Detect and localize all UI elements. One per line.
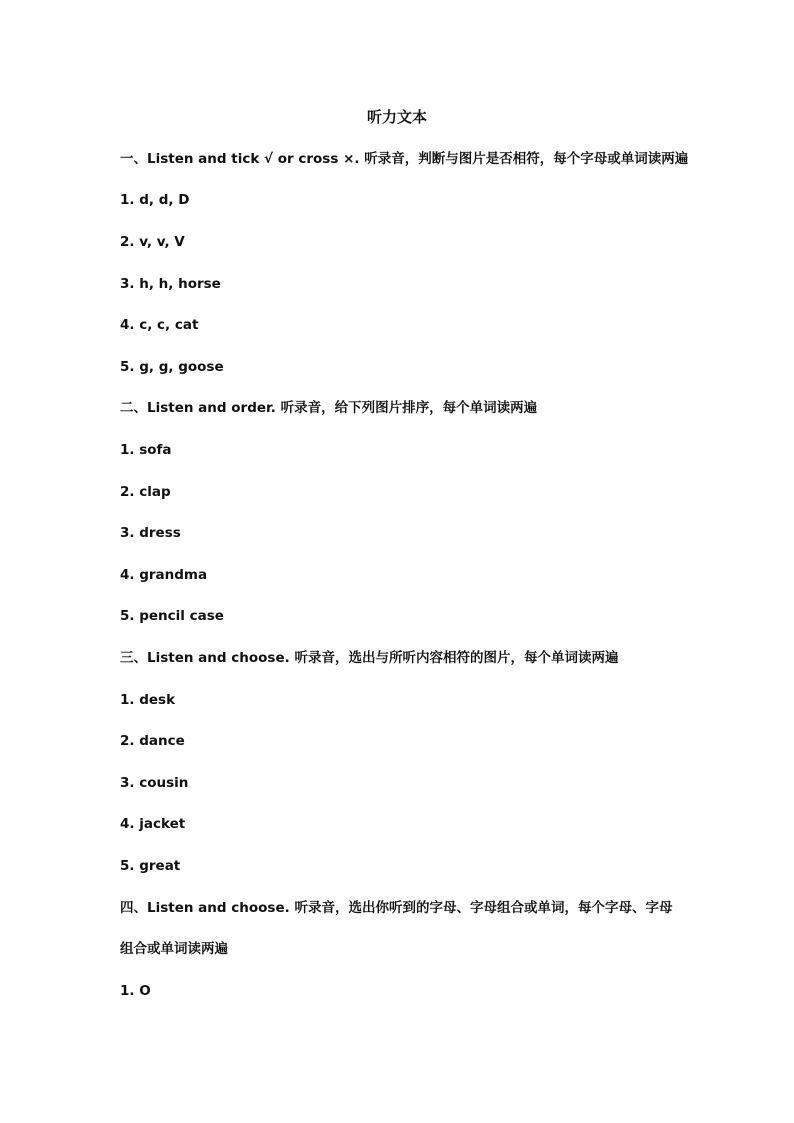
- section-2-item-3: 3. dress: [120, 525, 181, 541]
- section-3-item-4: 4. jacket: [120, 816, 186, 832]
- section-3-heading: 三、Listen and choose. 听录音，选出与所听内容相符的图片，每个单词读两遍: [120, 650, 619, 666]
- section-3-item-2: 2. dance: [120, 733, 185, 749]
- section-1-heading: 一、Listen and tick √ or cross ×. 听录音，判断与图片是否相符，每个字母或单词读两遍: [120, 151, 689, 167]
- section-2-item-5: 5. pencil case: [120, 608, 224, 624]
- page-title: 听力文本: [366, 108, 427, 126]
- section-2-item-1: 1. sofa: [120, 442, 172, 458]
- section-1-item-1: 1. d, d, D: [120, 192, 190, 208]
- section-3-item-3: 3. cousin: [120, 775, 189, 791]
- section-4-heading-line-2: 组合或单词读两遍: [120, 941, 228, 957]
- section-1-item-4: 4. c, c, cat: [120, 317, 199, 333]
- section-1-item-5: 5. g, g, goose: [120, 359, 224, 375]
- section-4-heading-line-1: 四、Listen and choose. 听录音，选出你听到的字母、字母组合或单词，每个字母、字母: [120, 900, 673, 916]
- section-2-item-4: 4. grandma: [120, 567, 208, 583]
- section-1-item-3: 3. h, h, horse: [120, 276, 221, 292]
- section-1-item-2: 2. v, v, V: [120, 234, 185, 250]
- section-3-item-1: 1. desk: [120, 692, 176, 708]
- section-2-heading: 二、Listen and order. 听录音，给下列图片排序，每个单词读两遍: [120, 400, 538, 416]
- section-4-item-1: 1. O: [120, 983, 151, 999]
- section-2-item-2: 2. clap: [120, 484, 171, 500]
- section-3-item-5: 5. great: [120, 858, 181, 874]
